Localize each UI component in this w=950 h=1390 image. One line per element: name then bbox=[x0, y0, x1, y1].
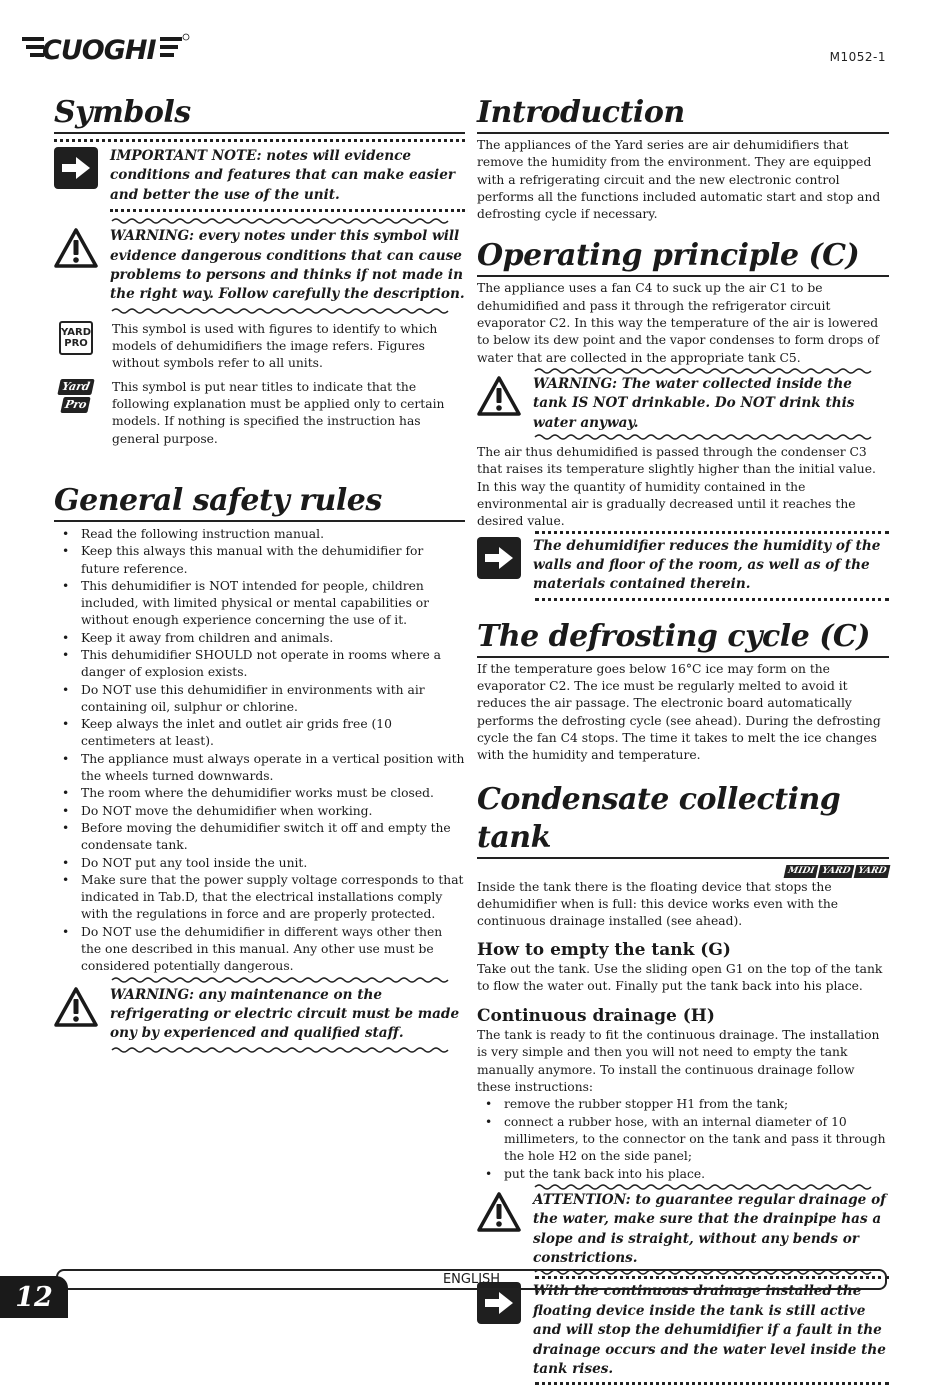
list-item: • Keep always the inlet and outlet air grids free (10 centimeters at least). bbox=[54, 716, 465, 751]
list-item: • Do NOT use this dehumidifier in environments with air containing oil, sulphur or chlorine. bbox=[54, 682, 465, 717]
drainage-steps-list bbox=[477, 1096, 889, 1182]
list-item: • remove the rubber stopper H1 from the tank; bbox=[477, 1096, 889, 1113]
list-item: • Do NOT use the dehumidifier in different ways other then the one described in this manual. Any other use must be considered potentially dangerous. bbox=[54, 924, 465, 976]
drinkable-warning-text: WARNING: The water collected inside the tank IS NOT drinkable. Do NOT drink this water anyway. bbox=[533, 375, 855, 431]
list-item: • Read the following instruction manual. bbox=[54, 526, 465, 543]
warning-note-text: WARNING: every notes under this symbol will evidence dangerous conditions that can cause problems to persons and thinks if not made in the right way. Follow carefully the description. bbox=[110, 228, 465, 303]
yardpro-script-text: This symbol is put near titles to indicate that the following explanation must be applied only to certain models. If nothing is specified the instruction has general purpose. bbox=[112, 379, 445, 446]
warning-triangle-icon bbox=[54, 227, 98, 273]
list-item: • This dehumidifier is NOT intended for people, children included, with limited physical or mental capabilities or without enough experience concerning the use of it. bbox=[54, 578, 465, 630]
empty-tank-text: Take out the tank. Use the sliding open G1 on the top of the tank to flow the water out. Finally put the tank back into his place. bbox=[477, 961, 883, 993]
list-item: • Make sure that the power supply voltage corresponds to that indicated in Tab.D, that the electrical installations comply with the regulations in force and are properly protected. bbox=[54, 872, 465, 924]
wavy-divider bbox=[535, 367, 889, 375]
operating-text-2: The air thus dehumidified is passed through the condenser C3 that raises its temperature slightly higher than the initial value. In this way the quantity of humidity contained in the environmental air is gradually decreased until it reaches the desired value. bbox=[477, 445, 876, 529]
list-item: • Do NOT put any tool inside the unit. bbox=[54, 855, 465, 872]
dotted-divider bbox=[54, 139, 465, 147]
arrow-note-icon bbox=[477, 537, 521, 579]
list-item: • Before moving the dehumidifier switch it off and empty the condensate tank. bbox=[54, 820, 465, 855]
badge-yard: YARD bbox=[853, 865, 890, 878]
yardpro-script-note bbox=[54, 379, 465, 448]
introduction-text: The appliances of the Yard series are air dehumidifiers that remove the humidity from the environment. They are equipped with a refrigerating circuit and the new electronic control performs all the functions included automatic start and stop and defrosting cycle if necessary. bbox=[477, 138, 881, 222]
list-item: • Keep it away from children and animals. bbox=[54, 630, 465, 647]
badge-yard: YARD bbox=[817, 865, 854, 878]
brand-logo-text: CUOGHI bbox=[42, 35, 156, 66]
list-item: • The room where the dehumidifier works must be closed. bbox=[54, 785, 465, 802]
yardpro-script-line2: Pro bbox=[61, 397, 92, 413]
maintenance-warning-text: WARNING: any maintenance on the refrigerating or electric circuit must be made ony by experienced and qualified staff. bbox=[110, 986, 460, 1042]
arrow-note-icon bbox=[54, 147, 98, 189]
list-item: • put the tank back into his place. bbox=[477, 1166, 889, 1183]
important-note bbox=[54, 147, 465, 205]
introduction-title: Introduction bbox=[477, 94, 889, 134]
midi-yard-badge bbox=[477, 865, 889, 878]
yardpro-symbol-note bbox=[54, 321, 465, 373]
tank-text: Inside the tank there is the floating device that stops the dehumidifier when is full: this device works even with the continuous drainage installed (see ahead). bbox=[477, 879, 839, 929]
badge-midi: MIDI bbox=[783, 865, 818, 878]
yardpro-box-line1: YARD bbox=[60, 326, 92, 338]
maintenance-warning bbox=[54, 986, 465, 1044]
wavy-divider bbox=[112, 217, 465, 225]
drainage-text: The tank is ready to fit the continuous drainage. The installation is very simple and then you will not need to empty the tank manually anymore. To install the continuous drainage follow these instructions: bbox=[477, 1028, 880, 1095]
yardpro-box-icon bbox=[54, 321, 98, 355]
tank-title: Condensate collecting tank bbox=[477, 781, 889, 859]
defrost-title: The defrosting cycle (C) bbox=[477, 618, 889, 658]
attention-warning bbox=[477, 1191, 889, 1269]
operating-text-1: The appliance uses a fan C4 to suck up the air C1 to be dehumidified and pass it through the refrigerator circuit evaporator C2. In this way the temperature of the air is lowered to below its dew point and the vapor condenses to form drops of water that are collected in the appropriate tank C5. bbox=[477, 281, 880, 365]
humidity-note-text: The dehumidifier reduces the humidity of the walls and floor of the room, as well as of the materials contained therein. bbox=[533, 537, 881, 593]
brand-logo bbox=[22, 32, 190, 64]
empty-tank-title: How to empty the tank (G) bbox=[477, 939, 731, 960]
list-item: • Do NOT move the dehumidifier when working. bbox=[54, 803, 465, 820]
symbols-title: Symbols bbox=[54, 94, 465, 134]
floating-device-note bbox=[477, 1282, 889, 1379]
dotted-divider bbox=[535, 1382, 889, 1390]
floating-device-text: With the continuous drainage installed the floating device inside the tank is still active and will stop the dehumidifier if a fault in the drainage occurs and the water level inside the tank rises. bbox=[533, 1283, 886, 1378]
wavy-divider bbox=[535, 433, 889, 441]
wavy-divider bbox=[112, 976, 465, 984]
warning-triangle-icon bbox=[54, 986, 98, 1032]
humidity-note bbox=[477, 537, 889, 595]
list-item: • Keep this always this manual with the dehumidifier for future reference. bbox=[54, 543, 465, 578]
wavy-divider bbox=[112, 307, 465, 315]
attention-warning-text: ATTENTION: to guarantee regular drainage of the water, make sure that the drainpipe has a slope and is straight, without any bends or constrictions. bbox=[533, 1191, 886, 1267]
list-item: • The appliance must always operate in a vertical position with the wheels turned downwards. bbox=[54, 751, 465, 786]
drainage-title: Continuous drainage (H) bbox=[477, 1006, 715, 1027]
list-item: • This dehumidifier SHOULD not operate in rooms where a danger of explosion exists. bbox=[54, 647, 465, 682]
yardpro-script-icon bbox=[54, 379, 98, 413]
wavy-divider bbox=[535, 1183, 889, 1191]
warning-note bbox=[54, 227, 465, 305]
dotted-divider bbox=[535, 598, 889, 606]
general-safety-title: General safety rules bbox=[54, 482, 465, 522]
right-column bbox=[477, 94, 889, 1390]
left-column bbox=[54, 94, 465, 1054]
wavy-divider bbox=[112, 1046, 465, 1054]
important-note-text: IMPORTANT NOTE: notes will evidence conditions and features that can make easier and better the use of the unit. bbox=[110, 148, 456, 203]
footer-language-bar: ENGLISH bbox=[56, 1269, 887, 1290]
warning-triangle-icon bbox=[477, 1191, 521, 1237]
operating-title: Operating principle (C) bbox=[477, 237, 889, 277]
list-item: • connect a rubber hose, with an internal diameter of 10 millimeters, to the connector on the tank and pass it through the hole H2 on the side panel; bbox=[477, 1114, 889, 1166]
page-number: 12 bbox=[0, 1276, 68, 1318]
dotted-divider bbox=[110, 209, 465, 217]
drinkable-warning bbox=[477, 375, 889, 433]
yardpro-box-line2: PRO bbox=[64, 337, 88, 349]
yardpro-symbol-text: This symbol is used with figures to identify to which models of dehumidifiers the image refers. Figures without symbols refer to all units. bbox=[112, 321, 438, 371]
yardpro-script-line1: Yard bbox=[57, 379, 94, 395]
safety-rules-list bbox=[54, 526, 465, 976]
document-code: M1052-1 bbox=[829, 50, 886, 64]
warning-triangle-icon bbox=[477, 375, 521, 421]
defrost-text: If the temperature goes below 16°C ice may form on the evaporator C2. The ice must be regularly melted to avoid it reduces the air passage. The electronic board automatically performs the defrosting cycle (see ahead). During the defrosting cycle the fan C4 stops. The time it takes to melt the ice changes with the humidity and temperature. bbox=[477, 661, 881, 763]
